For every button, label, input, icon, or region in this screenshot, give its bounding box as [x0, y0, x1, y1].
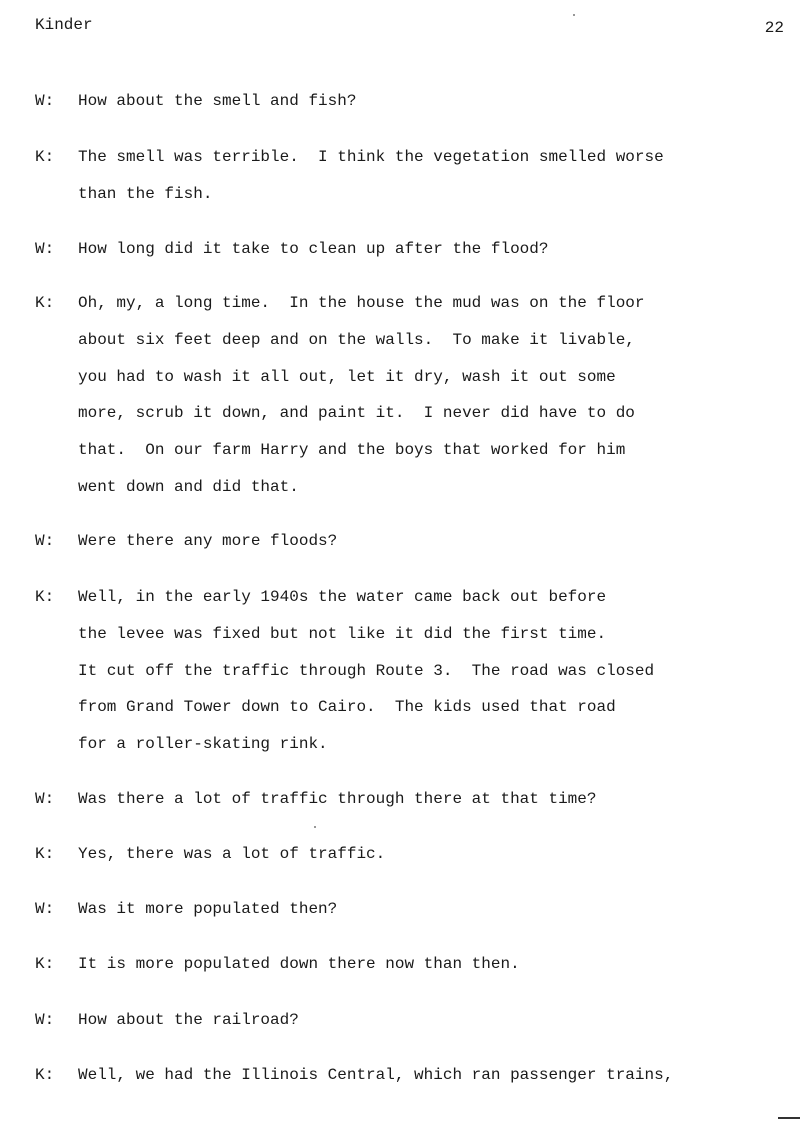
transcript-line: Was there a lot of traffic through there at that time? — [78, 790, 597, 808]
transcript-line: Was it more populated then? — [78, 900, 338, 918]
speaker-label: W: — [35, 240, 55, 258]
transcript-line: more, scrub it down, and paint it. I never did have to do — [78, 404, 635, 423]
transcript-line: How about the smell and fish? — [78, 92, 357, 110]
transcript-line: that. On our farm Harry and the boys that worked for him — [78, 441, 626, 460]
page-header — [35, 16, 784, 38]
scan-edge-mark — [778, 1117, 800, 1119]
transcript-line: The smell was terrible. I think the vegetation smelled worse — [78, 148, 664, 166]
transcript-line: went down and did that. — [78, 478, 299, 496]
transcript-line: for a roller-skating rink. — [78, 735, 328, 754]
transcript-line: How about the railroad? — [78, 1011, 299, 1029]
transcript-line: you had to wash it all out, let it dry, wash it out some — [78, 367, 616, 386]
speaker-label: K: — [35, 294, 55, 312]
transcript-line: than the fish. — [78, 184, 213, 203]
speaker-label: K: — [35, 1066, 55, 1084]
transcript-line: Well, in the early 1940s the water came back out before — [78, 588, 607, 606]
header-interviewee-name: Kinder — [35, 16, 93, 34]
transcript-line: Were there any more floods? — [78, 532, 338, 550]
transcript-line: Yes, there was a lot of traffic. — [78, 845, 386, 863]
speaker-label: K: — [35, 148, 55, 166]
speaker-label: W: — [35, 1011, 55, 1029]
transcript-line: Well, we had the Illinois Central, which ran passenger trains, — [78, 1066, 674, 1084]
transcript-line: It cut off the traffic through Route 3. The road was closed — [78, 661, 655, 680]
scan-speck — [573, 14, 575, 16]
speaker-label: K: — [35, 845, 55, 863]
page-number: 22 — [764, 19, 784, 37]
speaker-label: W: — [35, 532, 55, 550]
speaker-label: K: — [35, 955, 55, 973]
transcript-line: Oh, my, a long time. In the house the mud was on the floor — [78, 294, 645, 312]
transcript-line: from Grand Tower down to Cairo. The kids used that road — [78, 698, 616, 717]
scan-speck — [314, 826, 316, 828]
transcript-line: It is more populated down there now than then. — [78, 955, 520, 973]
speaker-label: W: — [35, 900, 55, 918]
transcript-line: about six feet deep and on the walls. To make it livable, — [78, 330, 635, 349]
speaker-label: K: — [35, 588, 55, 606]
transcript-line: the levee was fixed but not like it did the first time. — [78, 624, 607, 643]
speaker-label: W: — [35, 92, 55, 110]
speaker-label: W: — [35, 790, 55, 808]
transcript-line: How long did it take to clean up after the flood? — [78, 240, 549, 258]
